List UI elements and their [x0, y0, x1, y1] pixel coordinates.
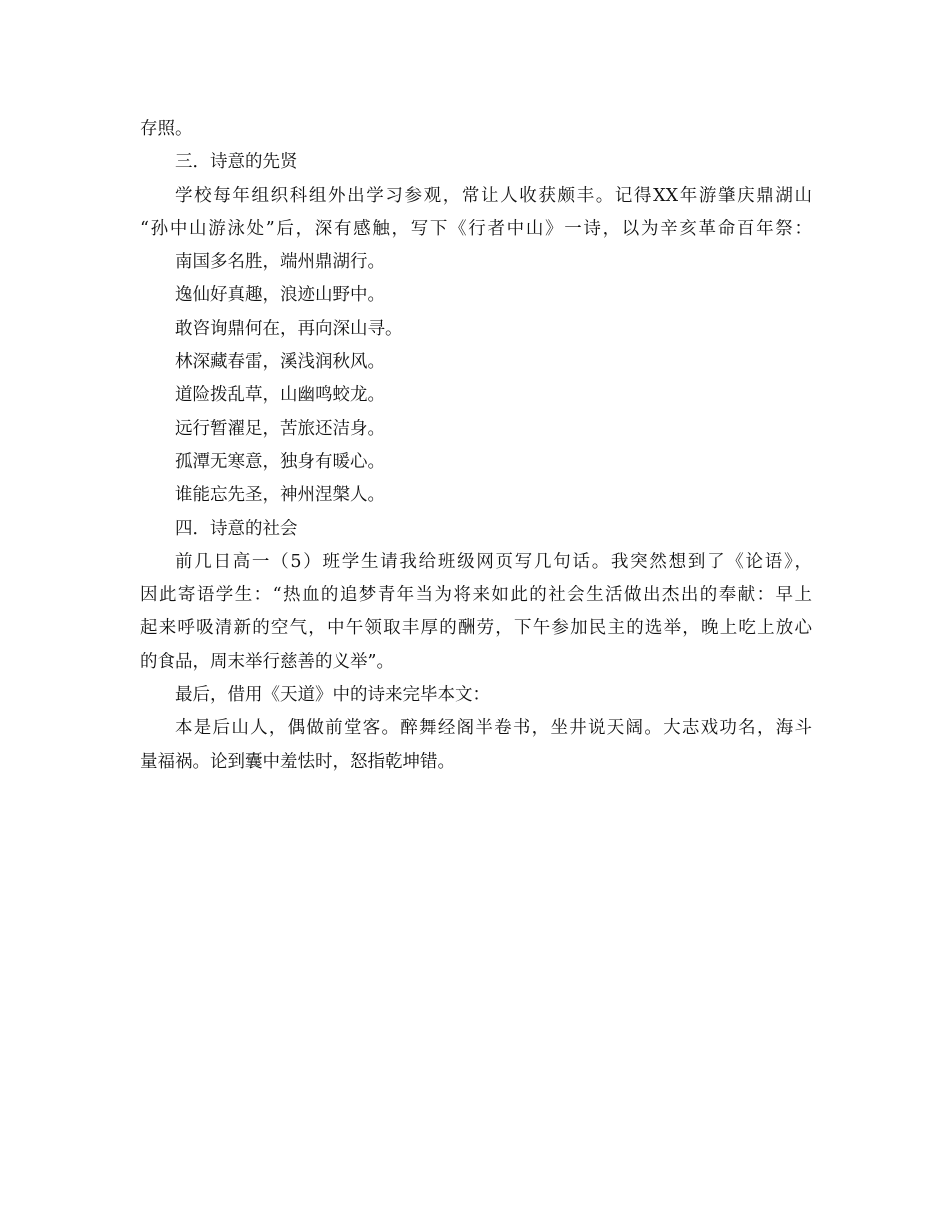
- poem-line: 孤潭无寒意，独身有暖心。: [175, 451, 385, 472]
- text-line: “孙中山游泳处”后，深有感触，写下《行者中山》一诗，以为辛亥革命百年祭：: [140, 218, 812, 239]
- text-line: 量福祸。论到囊中羞怯时，怒指乾坤错。: [140, 751, 455, 772]
- poem-line: 林深藏春雷，溪浅润秋风。: [175, 352, 385, 373]
- text-line: 存照。: [140, 119, 193, 139]
- text-line: 前几日高一（5）班学生请我给班级网页写几句话。我突然想到了《论语》，: [175, 551, 812, 572]
- poem-line: 谁能忘先圣，神州涅槃人。: [175, 485, 385, 506]
- text-line: 学校每年组织科组外出学习参观，常让人收获颇丰。记得XX年游肇庆鼎湖山: [175, 185, 812, 206]
- section-heading: 三．诗意的先贤: [175, 152, 298, 173]
- poem-line: 逸仙好真趣，浪迹山野中。: [175, 285, 385, 306]
- poem-line: 南国多名胜，端州鼎湖行。: [175, 252, 385, 273]
- poem-line: 远行暂濯足，苦旅还洁身。: [175, 418, 385, 439]
- text-line: 本是后山人，偶做前堂客。醉舞经阁半卷书，坐井说天阔。大志戏功名，海斗: [175, 718, 812, 739]
- text-line: 因此寄语学生：“热血的追梦青年当为将来如此的社会生活做出杰出的奉献：早上: [140, 585, 812, 606]
- document-body: [140, 113, 812, 779]
- poem-line: 道险拨乱草，山幽鸣蛟龙。: [175, 385, 385, 406]
- text-line: 的食品，周末举行慈善的义举”。: [140, 651, 394, 672]
- text-line: 最后，借用《天道》中的诗来完毕本文：: [175, 685, 490, 706]
- section-heading: 四．诗意的社会: [175, 518, 298, 539]
- text-line: 起来呼吸清新的空气，中午领取丰厚的酬劳，下午参加民主的选举，晚上吃上放心: [140, 618, 812, 639]
- poem-line: 敢咨询鼎何在，再向深山寻。: [175, 318, 403, 339]
